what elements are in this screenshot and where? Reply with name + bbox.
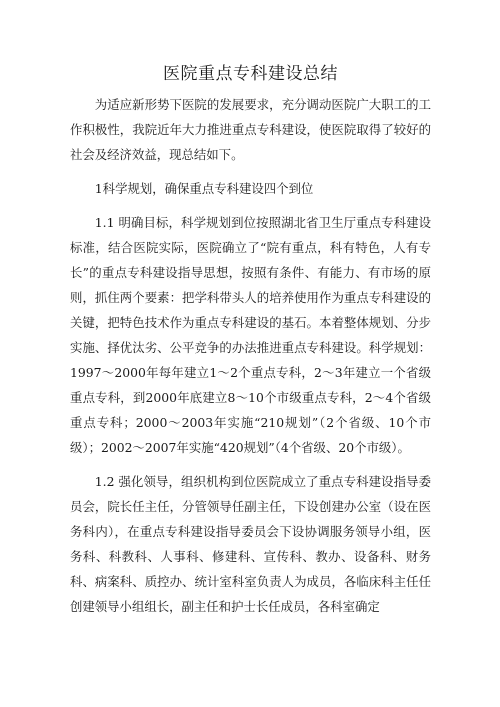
paragraph-section-1-1: 1.1 明确目标，科学规划到位按照湖北省卫生厅重点专科建设标准，结合医院实际，医院确立了“院有重点，科有特色，人有专长”的重点专科建设指导思想，按照有条件、有能力、有市场的原则，抓住两个要素：把学科带头人的培养使用作为重点专科建设的关键，把特色技术作为重点专科建设的基石。本着整体规划、分步实施、择优汰劣、公平竞争的办法推进重点专科建设。科学规划：1997～2000年每年建立1～2个重点专科，2～3年建立一个省级重点专科，到2000年底建立8～10个市级重点专科，2～4个省级重点专科；2000～2003年实施“210规划”（2个省级、10个市级）；2002～2007年实施“420规划”（4个省级、20个市级）。 [70,215,431,455]
paragraph-section-1-2: 1.2 强化领导，组织机构到位医院成立了重点专科建设指导委员会，院长任主任，分管领导任副主任，下设创建办公室（设在医务科内），在重点专科建设指导委员会下设协调服务领导小组，医务科、科教科、人事科、修建科、宣传科、教办、设备科、财务科、病案科、质控办、统计室科室负责人为成员，各临床科主任任创建领导小组组长，副主任和护士长任成员，各科室确定 [70,474,431,614]
paragraph-intro: 为适应新形势下医院的发展要求，充分调动医院广大职工的工作积极性，我院近年大力推进重点专科建设，使医院取得了较好的社会及经济效益，现总结如下。 [70,97,431,162]
paragraph-section-1-heading: 1科学规划，确保重点专科建设四个到位 [94,181,314,196]
document-title: 医院重点专科建设总结 [163,64,338,84]
